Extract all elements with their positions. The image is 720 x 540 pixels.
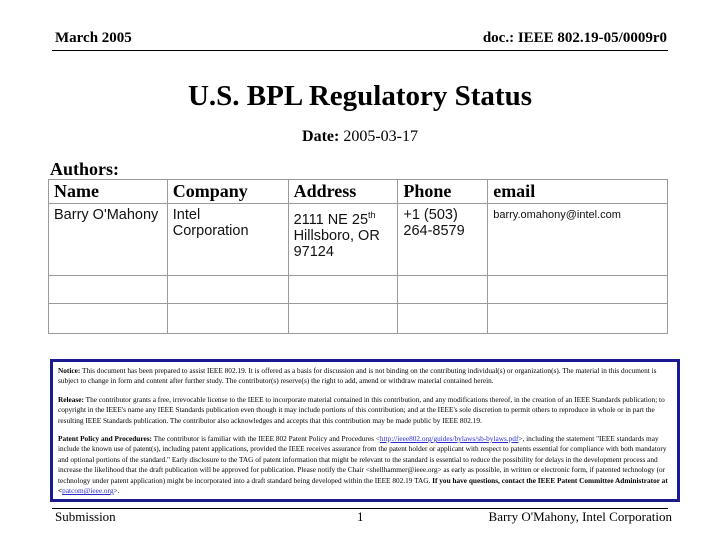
release-lead: Release: (58, 394, 84, 404)
author-phone (398, 204, 488, 276)
date-line (0, 128, 720, 146)
company-line-2: Corporation (172, 223, 249, 239)
column-header-address: Address (288, 180, 398, 204)
patent-policy-link[interactable]: http://ieee802.org/guides/bylaws/sb-bylaws.pdf (379, 434, 519, 444)
header-doc-id: doc.: IEEE 802.19-05/0009r0 (482, 30, 667, 46)
column-header-company: Company (167, 180, 288, 204)
column-header-name: Name (49, 180, 168, 204)
footer-submission: Submission (55, 509, 116, 524)
address-line-2: Hillsboro, OR (293, 227, 380, 244)
patent-paragraph (58, 434, 672, 496)
company-line-1: Intel (172, 207, 201, 223)
table-row (49, 276, 668, 304)
column-header-phone: Phone (398, 180, 488, 204)
notice-box (50, 359, 680, 502)
empty-cell (398, 304, 488, 334)
author-company (167, 204, 288, 276)
header-rule (52, 50, 668, 51)
author-email: barry.omahony@intel.com (488, 204, 668, 276)
release-paragraph (58, 395, 672, 426)
empty-cell (288, 276, 398, 304)
notice-paragraph (58, 366, 672, 387)
empty-cell (488, 304, 668, 334)
empty-cell (49, 276, 168, 304)
author-address (288, 204, 398, 276)
header-date: March 2005 (55, 30, 132, 46)
patent-text-2: >, including the statement "IEEE standards may include the known use of patent(s), including patent applications, provided the IEEE receives assurance from the patent holder or applicant with respect to patents essential for compliance with both mandatory and optional portions of the standard." Early disclosure to the TAG of patent information that might be relevant to the standard is essential to reduce the possibility for delays in the development process and increase the likelihood that the draft publication will be approved for publication. Please notify the Chair <shellhammer@ieee.org> as early as possible, in written or electronic form, if patented technology (or technology under patent application) might be incorporated into a draft standard being developed within the IEEE 802.19 TAG. (58, 434, 667, 485)
date-value: 2005-03-17 (343, 128, 418, 145)
empty-cell (167, 276, 288, 304)
address-ordinal: th (368, 210, 376, 220)
patent-text-1: The contributor is familiar with the IEEE 802 Patent Policy and Procedures < (153, 434, 380, 444)
column-header-email: email (488, 180, 668, 204)
empty-cell (288, 304, 398, 334)
table-header-row (49, 180, 668, 204)
footer-page-number: 1 (357, 509, 364, 524)
author-name: Barry O'Mahony (49, 204, 168, 276)
patent-text-3: If you have questions, contact the IEEE Patent Committee Administrator at < (58, 475, 668, 496)
empty-cell (49, 304, 168, 334)
footer-author: Barry O'Mahony, Intel Corporation (488, 509, 672, 524)
empty-cell (167, 304, 288, 334)
empty-cell (488, 276, 668, 304)
table-row (49, 304, 668, 334)
authors-label: Authors: (50, 159, 120, 179)
notice-text: This document has been prepared to assist IEEE 802.19. It is offered as a basis for discussion and is not binding on the contributing individual(s) or organization(s). The material in this document is subject to change in form and content after further study. The contributor(s) reserve(s) the right to add, amend or withdraw material contained herein. (58, 366, 657, 386)
table-row (49, 204, 668, 276)
phone-line-1: +1 (503) (403, 207, 458, 223)
authors-table (48, 179, 668, 334)
empty-cell (398, 276, 488, 304)
date-label: Date: (302, 128, 340, 145)
address-line-3: 97124 (293, 243, 334, 260)
patent-lead: Patent Policy and Procedures: (58, 434, 152, 444)
address-street: 2111 NE 25 (293, 211, 369, 228)
release-text: The contributor grants a free, irrevocable license to the IEEE to incorporate material contained in this contribution, and any modifications thereof, in the creation of an IEEE Standards publication; to copyright in the IEEE's name any IEEE Standards publication even though it may include portions of this contribution; and at the IEEE's sole discretion to permit others to reproduce in whole or in part the resulting IEEE Standards publication. The contributor also acknowledges and accepts that this contribution may be made public by IEEE 802.19. (58, 394, 665, 425)
notice-lead: Notice: (58, 366, 81, 375)
address-line-1 (294, 207, 393, 228)
patent-text-4: >. (113, 486, 120, 496)
phone-line-2: 264-8579 (403, 223, 465, 239)
patcom-email-link[interactable]: patcom@ieee.org (62, 486, 114, 496)
slide-title: U.S. BPL Regulatory Status (187, 80, 532, 112)
